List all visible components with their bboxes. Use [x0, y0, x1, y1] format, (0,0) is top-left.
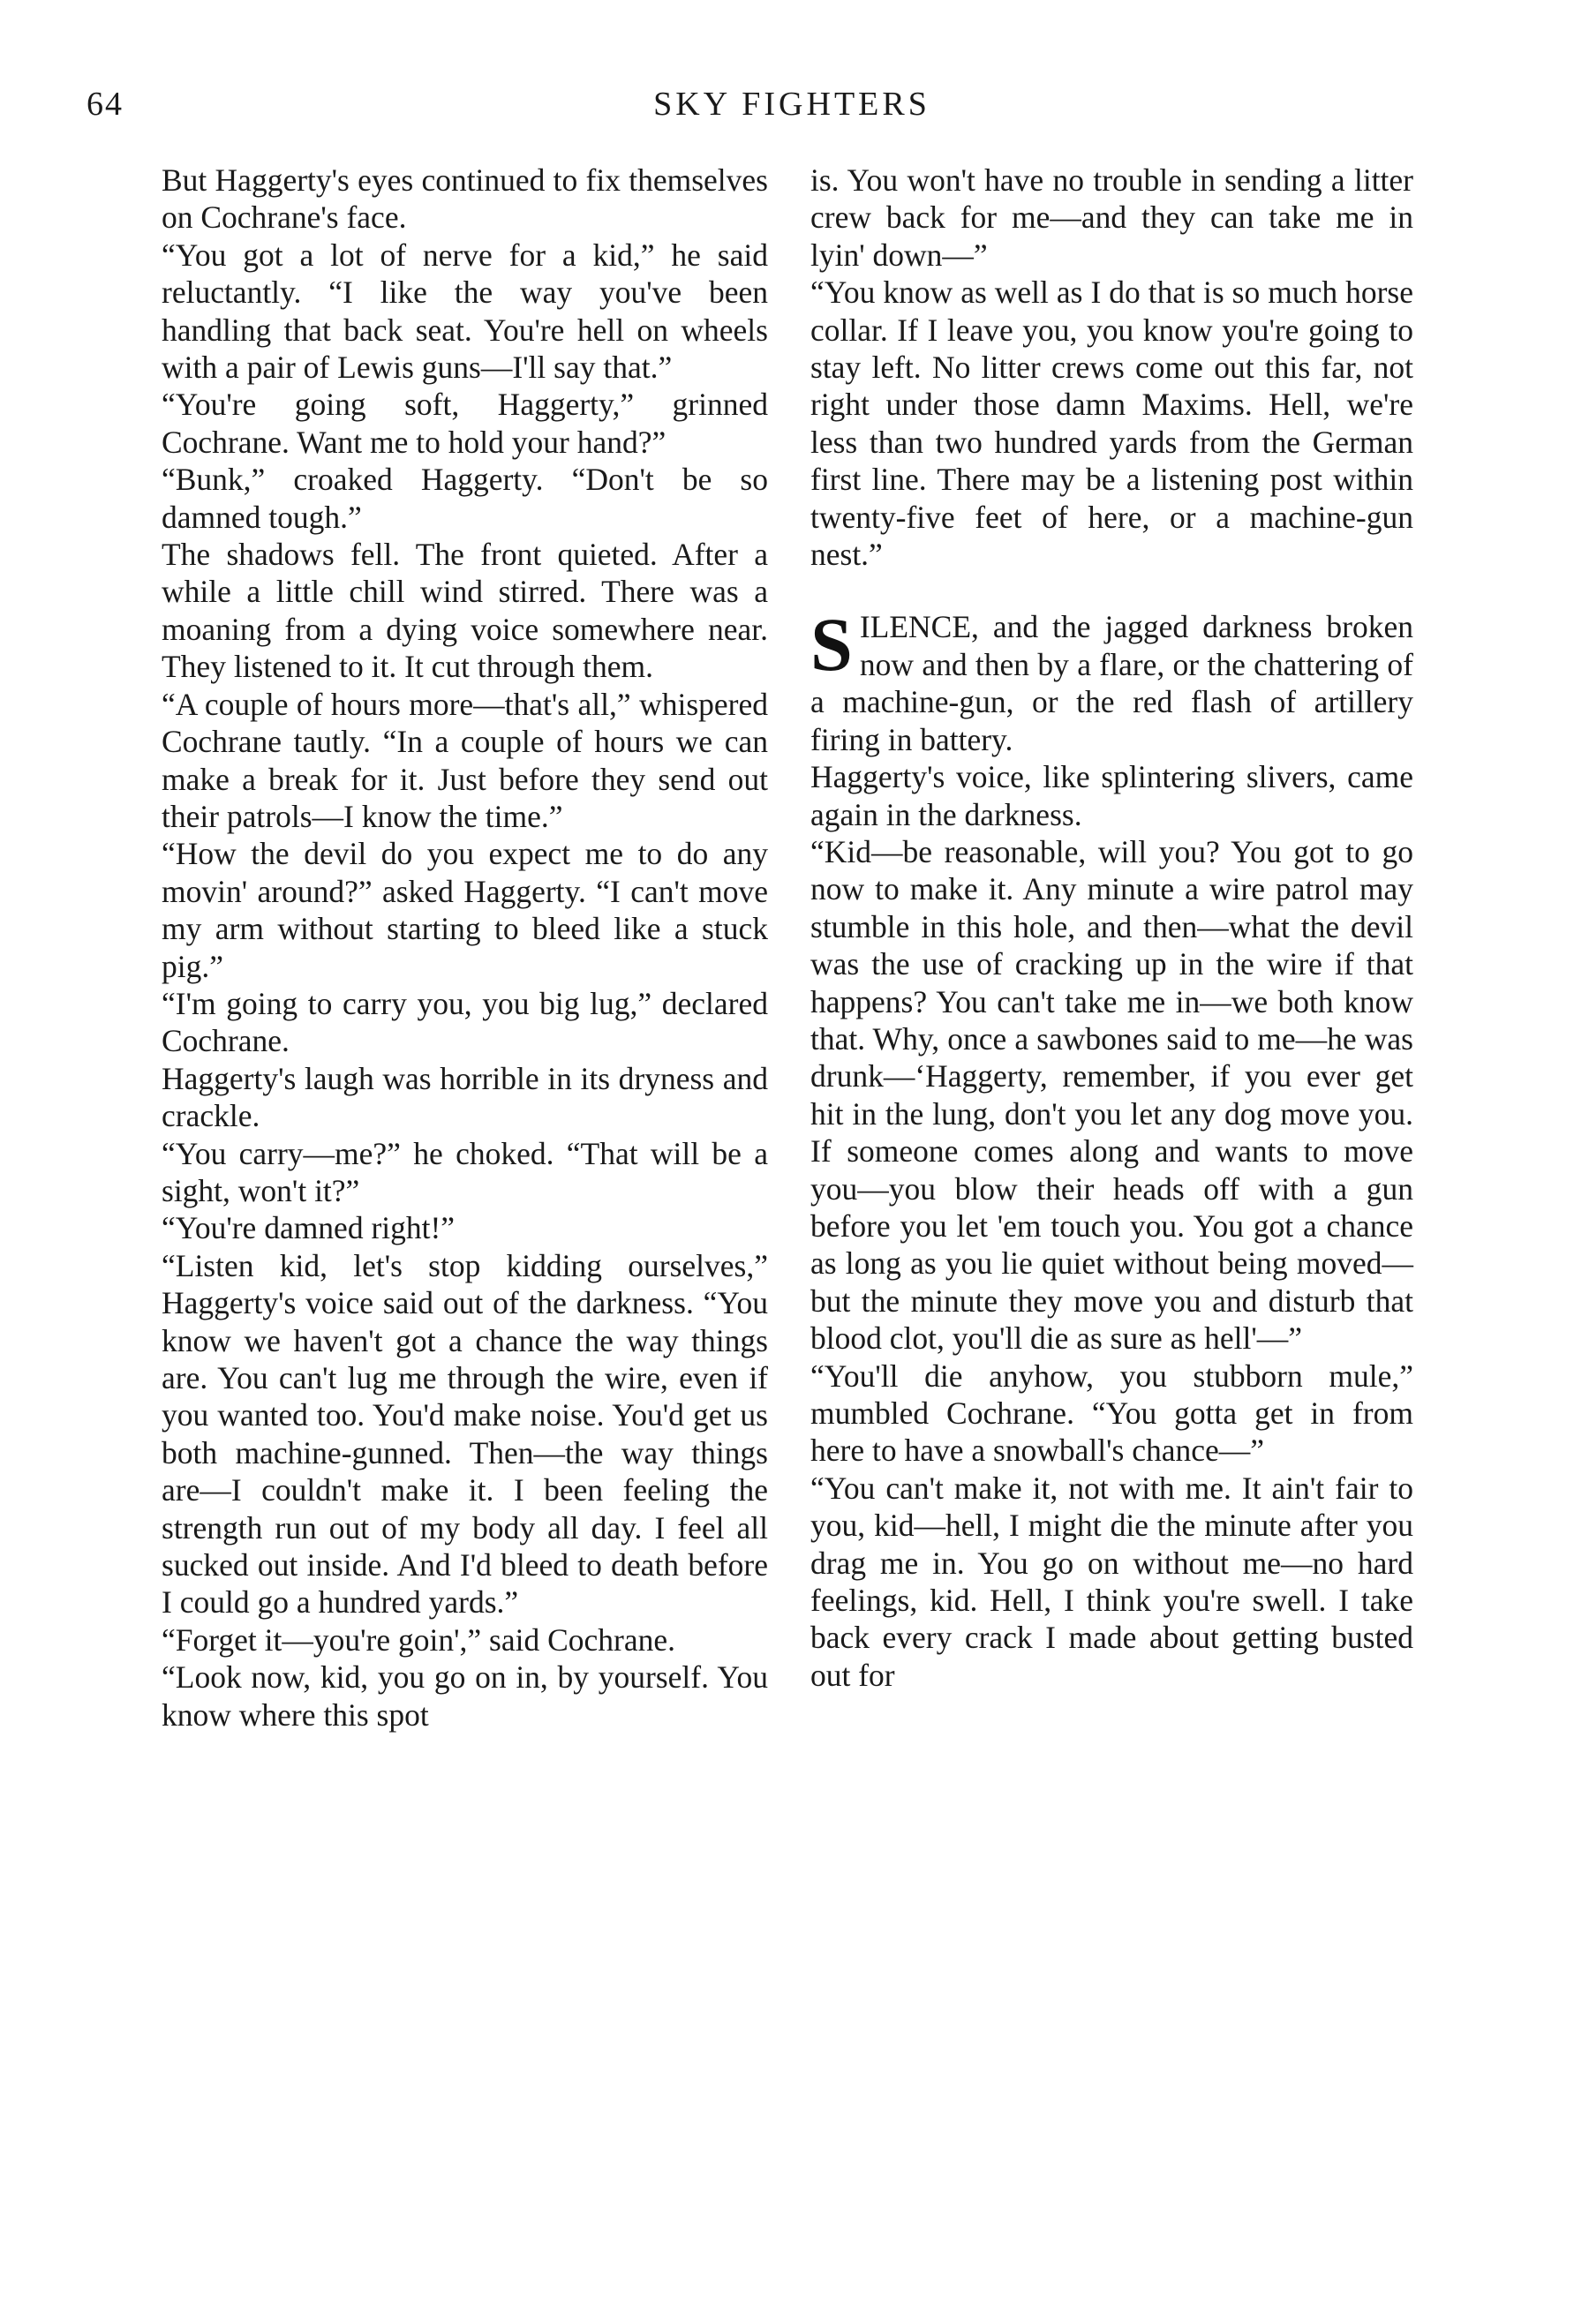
paragraph: “You can't make it, not with me. It ain't fair to you, kid—hell, I might die the minute after you drag me in. You go on without me—no hard feelings, kid. Hell, I think you're swell. I take back every crack I made about getting busted out for	[810, 1470, 1413, 1693]
paragraph: “Look now, kid, you go on in, by yourself. You know where this spot	[162, 1659, 768, 1733]
paragraph: “Bunk,” croaked Haggerty. “Don't be so damned tough.”	[162, 462, 768, 535]
paragraph: “Forget it—you're goin',” said Cochrane.	[162, 1621, 675, 1658]
dropcap-letter: S	[810, 602, 853, 688]
paragraph: Haggerty's voice, like splintering slivers, came again in the darkness.	[810, 759, 1413, 832]
paragraph: “You're damned right!”	[162, 1210, 456, 1246]
paragraph: “Kid—be reasonable, will you? You got to go now to make it. Any minute a wire patrol may stumble in this hole, and then—what the devil was the use of cracking up in the wire if that happens? You can't take me in—we both know that. Why, once a sawbones said to me—he was drunk—‘Haggerty, remember, if you ever get hit in the lung, don't you let any dog move you. If someone comes along and wants to move you—you blow their heads off with a gun before you let 'em touch you. You got a chance as long as you lie quiet without being moved—but the minute they move you and disturb that blood clot, you'll die as sure as hell'—”	[810, 833, 1413, 1357]
paragraph: But Haggerty's eyes continued to fix themselves on Cochrane's face.	[162, 162, 768, 236]
paragraph: “You'll die anyhow, you stubborn mule,” mumbled Cochrane. “You gotta get in from here to have a snowball's chance—”	[810, 1358, 1413, 1469]
paragraph: “You carry—me?” he choked. “That will be a sight, won't it?”	[162, 1135, 768, 1208]
paragraph: “You got a lot of nerve for a kid,” he said reluctantly. “I like the way you've been handling that back seat. You're hell on wheels with a pair of Lewis guns—I'll say that.”	[162, 237, 768, 386]
left-column	[162, 162, 768, 1734]
paragraph: “A couple of hours more—that's all,” whispered Cochrane tautly. “In a couple of hours we can make a break for it. Just before they send out their patrols—I know the time.”	[162, 686, 768, 834]
running-title: SKY FIGHTERS	[653, 86, 930, 123]
paragraph: “You know as well as I do that is so much horse collar. If I leave you, you know you're going to stay left. No litter crews come out this far, not right under those damn Maxims. Hell, we're less than two hundred yards from the German first line. There may be a listening post within twenty-five feet of here, or a machine-gun nest.”	[810, 275, 1413, 573]
section-opening-paragraph	[810, 602, 1413, 758]
paragraph: The shadows fell. The front quieted. After a while a little chill wind stirred. There was a moaning from a dying voice somewhere near. They listened to it. It cut through them.	[162, 537, 768, 685]
paragraph: “Listen kid, let's stop kidding ourselves,” Haggerty's voice said out of the darkness. “You know we haven't got a chance the way things are. You can't lug me through the wire, even if you wanted too. You'd make noise. You'd get us both machine-gunned. Then—the way things are—I couldn't make it. I been feeling the strength run out of my body all day. I feel all sucked out inside. And I'd bleed to death before I could go a hundred yards.”	[162, 1247, 768, 1621]
paragraph: “How the devil do you expect me to do any movin' around?” asked Haggerty. “I can't move my arm without starting to bleed like a stuck pig.”	[162, 836, 768, 984]
right-column	[810, 162, 1413, 1694]
page-number: 64	[87, 86, 124, 123]
paragraph: Haggerty's laugh was horrible in its dryness and crackle.	[162, 1060, 768, 1134]
paragraph: is. You won't have no trouble in sending a litter crew back for me—and they can take me in lyin' down—”	[810, 162, 1413, 273]
section-opening-text: ILENCE, and the jagged darkness broken now and then by a flare, or the chattering of a machine-gun, or the red flash of artillery firing in battery.	[810, 609, 1413, 757]
paragraph: “You're going soft, Haggerty,” grinned Cochrane. Want me to hold your hand?”	[162, 387, 768, 460]
page-header	[87, 85, 1497, 138]
paragraph: “I'm going to carry you, you big lug,” declared Cochrane.	[162, 985, 768, 1059]
